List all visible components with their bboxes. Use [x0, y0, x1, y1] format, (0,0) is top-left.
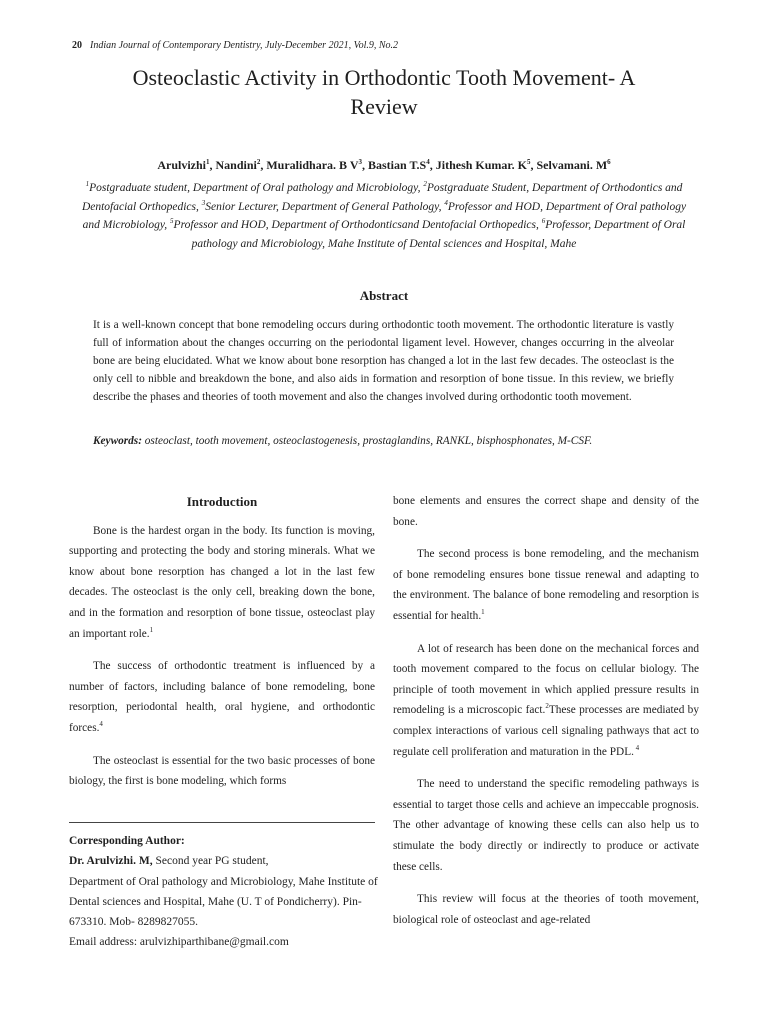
corresponding-name: Dr. Arulvizhi. M,: [69, 855, 153, 868]
journal-citation: Indian Journal of Contemporary Dentistry, July-December 2021, Vol.9, No.2: [90, 40, 399, 51]
paragraph-text: The success of orthodontic treatment is influenced by a number of factors, including balance of bone remodeling, bone resorption, periodontal health, oral hygiene, and orthodontic forces.: [69, 660, 375, 734]
abstract-text: It is a well-known concept that bone remodeling occurs during orthodontic tooth movement. The orthodontic literature is vastly full of information about the changes occurring on the periodontal ligament level. However, changes occurring in the alveolar bone are being elucidated. What we know about bone resorption has changed a lot in the last few decades. The osteoclast is the only cell to nibble and breakdown the bone, and also aids in formation and resorption of bone tissue. In this review, we briefly describe the phases and theories of tooth movement and also the changes involved during orthodontic tooth movement.: [93, 319, 674, 403]
affiliation-text: Postgraduate Student, Department of Orthodontics and Dentofacial Orthopedics,: [81, 182, 683, 213]
author-name: Selvamani. M: [536, 158, 608, 172]
body-paragraph: [69, 751, 375, 792]
affiliation-number: 4: [444, 198, 448, 207]
keywords-list: osteoclast, tooth movement, osteoclastogenesis, prostaglandins, RANKL, bisphosphonates, M-CSF.: [144, 435, 593, 447]
paragraph-text: The osteoclast is essential for the two basic processes of bone biology, the first is bone modeling, which forms: [69, 754, 375, 788]
paragraph-text: This review will focus at the theories of tooth movement, biological role of osteoclast and age-related: [393, 893, 699, 926]
author-list: [60, 158, 708, 173]
paragraph-text: A lot of research has been done on the mechanical forces and tooth movement compared to the focus on cellular biology. The principle of tooth movement in which applied pressure results in remodeling is a microscopic fact.: [393, 642, 699, 717]
author-affiliation-number: 2: [256, 158, 261, 166]
footnote-divider: [69, 822, 375, 823]
body-paragraph: [393, 639, 699, 763]
right-column: [393, 491, 699, 942]
paragraph-text: The second process is bone remodeling, and the mechanism of bone remodeling ensures bone tissue renewal and adapting to the environment. The balance of bone remodeling and resorption is essential for health.: [393, 548, 699, 622]
paragraph-text: bone elements and ensures the correct shape and density of the bone.: [393, 495, 699, 528]
author-affiliation-number: 5: [526, 158, 531, 166]
author-separator: ,: [530, 158, 537, 172]
corresponding-role: Second year PG student,: [152, 855, 269, 868]
citation-number: 4: [633, 743, 640, 752]
author-separator: ,: [209, 158, 216, 172]
affiliation-text: Senior Lecturer, Department of General Pathology,: [205, 200, 445, 213]
author-name: Bastian T.S: [367, 158, 427, 172]
body-paragraph: [393, 544, 699, 626]
paragraph-text: Bone is the hardest organ in the body. Its function is moving, supporting and protecting the body and storing minerals. What we know about bone resorption has changed a lot in the last few decades. The osteoclast is the only cell, breaking down the bone, and in the formation and resorption of bone tissue, osteoclast play an important role.: [69, 524, 375, 640]
body-paragraph: [393, 889, 699, 930]
left-column: [69, 492, 375, 804]
citation-number: 1: [149, 625, 154, 634]
keywords-label: Keywords:: [93, 435, 142, 447]
author-name: Muralidhara. B V: [266, 158, 359, 172]
author-separator: ,: [260, 158, 267, 172]
title-line-1: Osteoclastic Activity in Orthodontic Tooth Movement- A: [132, 65, 636, 90]
author-name: Jithesh Kumar. K: [435, 158, 527, 172]
author-affiliation-number: 1: [206, 158, 210, 166]
affiliation-number: 2: [423, 180, 427, 189]
corresponding-email: Email address: arulvizhiparthibane@gmail.com: [69, 936, 289, 949]
author-name: Arulvizhi: [157, 158, 206, 172]
affiliation-number: 1: [85, 180, 90, 189]
body-paragraph: [393, 774, 699, 877]
author-affiliation-number: 4: [426, 158, 430, 166]
abstract-heading: Abstract: [359, 288, 409, 303]
affiliation-text: Postgraduate student, Department of Oral pathology and Microbiology,: [89, 182, 424, 194]
corresponding-label: Corresponding Author:: [69, 835, 185, 847]
author-separator: ,: [361, 158, 368, 172]
running-header: [72, 40, 398, 51]
introduction-heading: Introduction: [186, 494, 258, 509]
affiliations: [72, 179, 696, 253]
affiliation-number: 6: [541, 217, 546, 226]
citation-number: 4: [99, 720, 103, 729]
paragraph-text-continued: These processes are mediated by complex interactions of various cell signaling pathways that act to regulate cell proliferation and maturation in the PDL.: [393, 704, 699, 758]
body-paragraph: [393, 491, 699, 532]
citation-number: 1: [481, 608, 485, 617]
article-title: [60, 63, 708, 121]
author-separator: ,: [429, 158, 436, 172]
affiliation-number: 5: [170, 217, 174, 226]
affiliation-number: 3: [201, 198, 206, 207]
author-name: Nandini: [215, 158, 257, 172]
keywords: [93, 432, 674, 450]
body-paragraph: [69, 656, 375, 738]
affiliation-text: Professor, Department of Oral pathology and Microbiology, Mahe Institute of Dental sciences and Hospital, Mahe: [191, 219, 686, 250]
citation-number: 2: [545, 702, 549, 711]
author-affiliation-number: 6: [607, 158, 611, 166]
title-line-2: Review: [350, 94, 418, 119]
corresponding-author-block: [69, 831, 379, 953]
corresponding-department: Department of Oral pathology and Microbiology, Mahe Institute of Dental sciences and Hospital, Mahe (U. T of Pondicherry). Pin- 673310. Mob- 8289827055.: [69, 875, 378, 929]
page-number: 20: [72, 40, 82, 51]
author-affiliation-number: 3: [358, 158, 362, 166]
affiliation-text: Professor and HOD, Department of Orthodonticsand Dentofacial Orthopedics,: [173, 219, 542, 231]
affiliation-text: Professor and HOD, Department of Oral pathology and Microbiology,: [82, 200, 687, 231]
paragraph-text: The need to understand the specific remodeling pathways is essential to target those cells and achieve an impeccable prognosis. The other advantage of knowing these cells can also help us to stimulate the body directly or indirectly to produce or activate these cells.: [393, 778, 699, 873]
body-paragraph: [69, 521, 375, 645]
